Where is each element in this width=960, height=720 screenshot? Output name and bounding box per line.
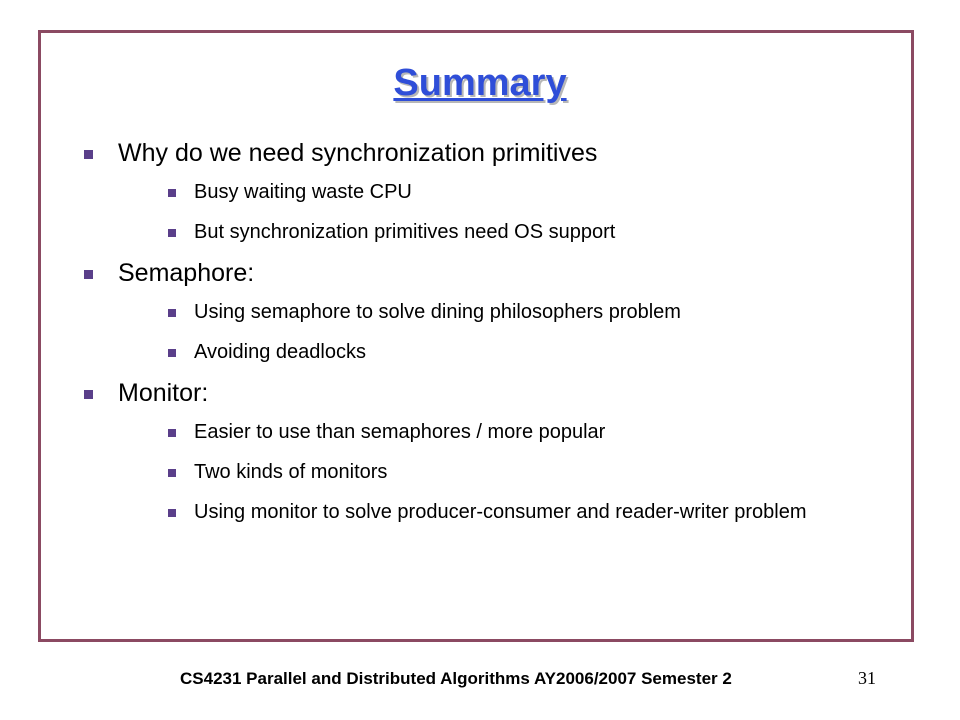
section-label: Why do we need synchronization primitives <box>118 139 598 167</box>
sub-bullet-list <box>118 420 884 524</box>
sub-item-text: Using monitor to solve producer-consumer and reader-writer problem <box>194 501 807 523</box>
sub-item <box>118 180 884 204</box>
sub-item <box>118 500 884 524</box>
sub-item <box>118 340 884 364</box>
section-label: Semaphore: <box>118 259 255 287</box>
square-bullet-icon <box>84 390 93 399</box>
square-bullet-icon <box>168 309 176 317</box>
section-why-sync <box>84 138 884 244</box>
square-bullet-icon <box>168 509 176 517</box>
sub-item <box>118 300 884 324</box>
sub-bullet-list <box>118 300 884 364</box>
sub-item-text: Busy waiting waste CPU <box>194 181 412 203</box>
square-bullet-icon <box>168 189 176 197</box>
square-bullet-icon <box>168 229 176 237</box>
sub-item <box>118 460 884 484</box>
sub-item <box>118 420 884 444</box>
sub-item-text: Using semaphore to solve dining philosophers problem <box>194 301 681 323</box>
slide-footer: CS4231 Parallel and Distributed Algorithms AY2006/2007 Semester 2 <box>180 669 732 688</box>
section-label: Monitor: <box>118 379 209 407</box>
sub-item-text: Easier to use than semaphores / more popular <box>194 421 606 443</box>
section-monitor <box>84 378 884 524</box>
page-number: 31 <box>858 668 876 688</box>
bullet-list <box>84 138 884 524</box>
sub-item <box>118 220 884 244</box>
sub-item-text: Avoiding deadlocks <box>194 341 366 363</box>
slide-title: Summary <box>393 62 567 104</box>
sub-item-text: Two kinds of monitors <box>194 461 388 483</box>
square-bullet-icon <box>168 429 176 437</box>
square-bullet-icon <box>84 270 93 279</box>
square-bullet-icon <box>168 349 176 357</box>
sub-item-text: But synchronization primitives need OS support <box>194 221 616 243</box>
sub-bullet-list <box>118 180 884 244</box>
square-bullet-icon <box>168 469 176 477</box>
section-semaphore <box>84 258 884 364</box>
square-bullet-icon <box>84 150 93 159</box>
